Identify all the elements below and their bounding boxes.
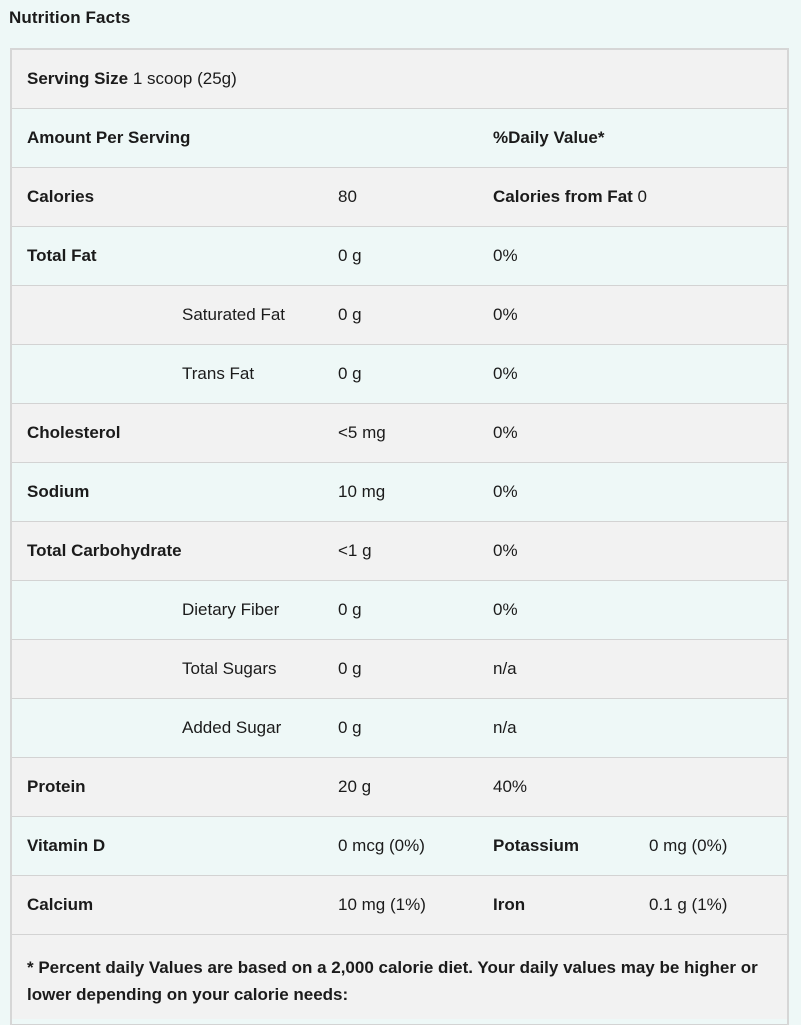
nutrient-amount: 0 g <box>338 305 362 324</box>
nutrient-label: Dietary Fiber <box>182 600 280 619</box>
nutrient-row-sodium <box>12 463 787 522</box>
mineral-value: 10 mg (1%) <box>338 895 426 914</box>
nutrient-row-added-sugar <box>12 699 787 758</box>
daily-value-label: %Daily Value* <box>493 128 605 147</box>
page-title: Nutrition Facts <box>9 8 131 27</box>
nutrient-daily-value: 0% <box>493 246 518 265</box>
nutrient-row-total-fat <box>12 227 787 286</box>
nutrient-label: Saturated Fat <box>182 305 286 324</box>
mineral-label: Potassium <box>493 836 579 855</box>
daily-value-footnote: * Percent daily Values are based on a 2,000 calorie diet. Your daily values may be higher or lower depending on your calorie needs: <box>12 935 787 1025</box>
nutrient-label: Trans Fat <box>182 364 255 383</box>
nutrient-amount: 0 g <box>338 659 362 678</box>
nutrient-row-trans-fat <box>12 345 787 404</box>
nutrient-amount: 0 g <box>338 246 362 265</box>
mineral-value: 0.1 g (1%) <box>649 895 728 914</box>
nutrient-row-total-carbohydrate <box>12 522 787 581</box>
nutrient-amount: 0 g <box>338 718 362 737</box>
serving-size-label: Serving Size <box>27 69 129 88</box>
nutrient-amount: 0 g <box>338 364 362 383</box>
nutrient-daily-value: 0% <box>493 305 518 324</box>
nutrient-label: Sodium <box>27 482 90 501</box>
nutrient-daily-value: 0% <box>493 423 518 442</box>
nutrient-label: Cholesterol <box>27 423 121 442</box>
nutrient-row-dietary-fiber <box>12 581 787 640</box>
mineral-value: 0 mg (0%) <box>649 836 728 855</box>
mineral-value: 0 mcg (0%) <box>338 836 425 855</box>
amount-per-serving-label: Amount Per Serving <box>27 128 191 147</box>
nutrient-amount: 0 g <box>338 600 362 619</box>
header-row <box>12 109 787 168</box>
nutrient-daily-value: n/a <box>493 659 517 678</box>
mineral-label: Calcium <box>27 895 94 914</box>
nutrient-amount: 20 g <box>338 777 372 796</box>
nutrient-label: Protein <box>27 777 86 796</box>
nutrient-row-cholesterol <box>12 404 787 463</box>
calories-label: Calories <box>27 187 95 206</box>
calories-from-fat-label: Calories from Fat <box>493 187 633 206</box>
nutrient-amount: <5 mg <box>338 423 386 442</box>
nutrient-amount: 10 mg <box>338 482 386 501</box>
nutrient-row-saturated-fat <box>12 286 787 345</box>
nutrient-amount: <1 g <box>338 541 372 560</box>
table-continuation <box>10 1019 789 1024</box>
nutrient-label: Total Carbohydrate <box>27 541 182 560</box>
calories-value: 80 <box>338 187 357 206</box>
mineral-row-vitamin-d-potassium <box>12 817 787 876</box>
nutrient-daily-value: 40% <box>493 777 528 796</box>
calories-from-fat-value: 0 <box>637 187 648 206</box>
nutrient-label: Added Sugar <box>182 718 282 737</box>
mineral-row-calcium-iron <box>12 876 787 935</box>
nutrient-daily-value: 0% <box>493 482 518 501</box>
serving-size-row <box>12 50 787 109</box>
nutrient-daily-value: 0% <box>493 541 518 560</box>
mineral-label: Vitamin D <box>27 836 106 855</box>
mineral-label: Iron <box>493 895 526 914</box>
nutrition-facts-table <box>10 48 789 1025</box>
nutrient-daily-value: n/a <box>493 718 517 737</box>
serving-size-value: 1 scoop (25g) <box>132 69 237 88</box>
nutrient-label: Total Fat <box>27 246 97 265</box>
nutrient-daily-value: 0% <box>493 364 518 383</box>
nutrient-row-protein <box>12 758 787 817</box>
calories-row <box>12 168 787 227</box>
nutrient-daily-value: 0% <box>493 600 518 619</box>
nutrient-row-total-sugars <box>12 640 787 699</box>
nutrient-label: Total Sugars <box>182 659 277 678</box>
